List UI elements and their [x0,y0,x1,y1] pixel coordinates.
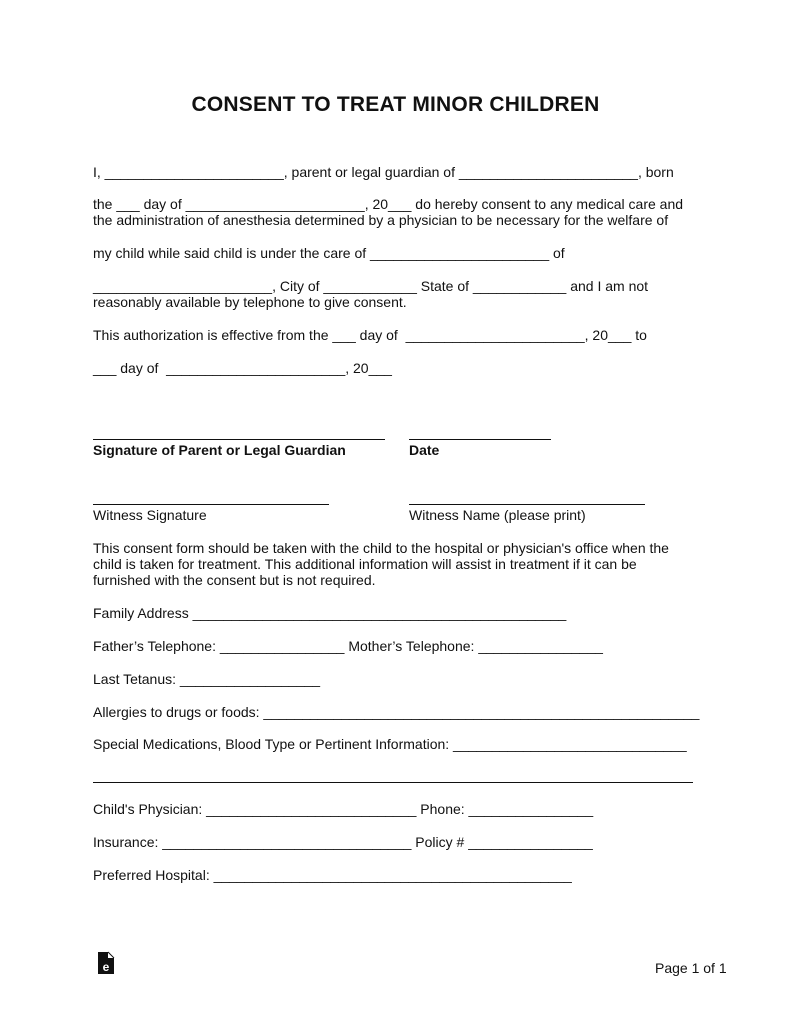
info-paragraph-line-2: child is taken for treatment. This additional information will assist in treatment if it can be [93,556,637,572]
date-label: Date [409,442,440,458]
last-tetanus-field: Last Tetanus: __________________ [93,671,321,687]
document-title: CONSENT TO TREAT MINOR CHILDREN [191,93,600,116]
special-medications-field: Special Medications, Blood Type or Pertinent Information: ______________________________ [93,736,687,752]
paragraph-line-6: reasonably available by telephone to give consent. [93,294,407,310]
extra-info-line [93,782,693,783]
witness-signature-line [93,504,329,505]
info-paragraph-line-3: furnished with the consent but is not required. [93,572,376,588]
telephone-field: Father’s Telephone: ________________ Mother’s Telephone: ________________ [93,638,603,654]
paragraph-line-5: _______________________, City of ____________ State of ____________ and I am not [93,278,649,294]
e-document-icon [97,951,115,975]
insurance-field: Insurance: ________________________________ Policy # ________________ [93,834,593,850]
info-paragraph-line-1: This consent form should be taken with the child to the hospital or physician's office when the [93,540,669,556]
witness-name-label: Witness Name (please print) [409,507,586,523]
paragraph-line-7: This authorization is effective from the ___ day of _______________________, 20___ to [93,327,647,343]
parent-signature-label: Signature of Parent or Legal Guardian [93,442,346,458]
physician-field: Child's Physician: ___________________________ Phone: ________________ [93,801,594,817]
preferred-hospital-field: Preferred Hospital: ______________________________________________ [93,867,572,883]
paragraph-line-1: I, _______________________, parent or legal guardian of _______________________, born [93,164,674,180]
parent-signature-line [93,439,385,440]
allergies-field: Allergies to drugs or foods: ________________________________________________________ [93,704,700,720]
family-address-field: Family Address ________________________________________________ [93,605,567,621]
witness-name-line [409,504,645,505]
page-number: Page 1 of 1 [655,960,727,976]
paragraph-line-2: the ___ day of _______________________, 20___ do hereby consent to any medical care and [93,196,684,212]
date-line [409,439,551,440]
paragraph-line-4: my child while said child is under the care of _______________________ of [93,245,565,261]
paragraph-line-8: ___ day of _______________________, 20___ [93,360,392,376]
paragraph-line-3: the administration of anesthesia determined by a physician to be necessary for the welfare of [93,212,669,228]
svg-text:e: e [102,960,110,974]
witness-signature-label: Witness Signature [93,507,207,523]
